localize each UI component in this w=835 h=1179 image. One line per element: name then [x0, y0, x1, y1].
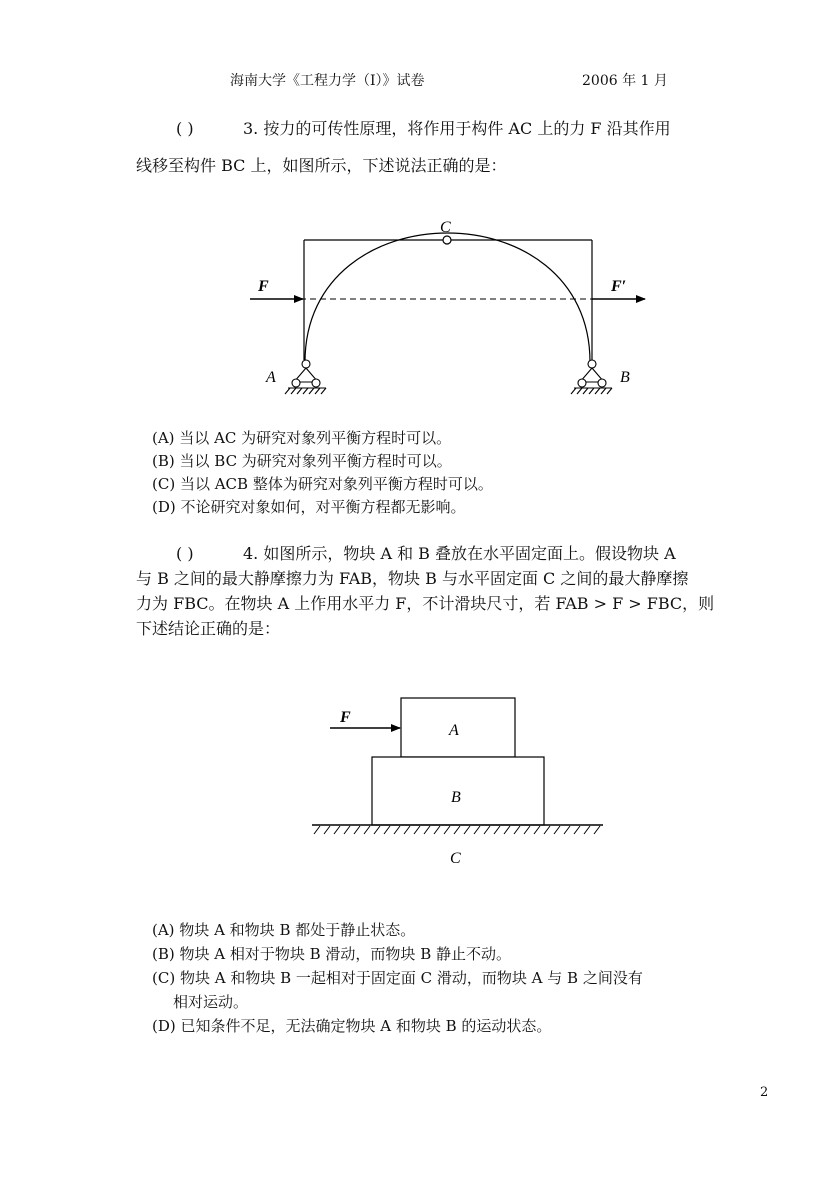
q4-label-c: C: [450, 850, 461, 867]
q4-option-c[interactable]: (C) 物块 A 和物块 B 一起相对于固定面 C 滑动，而物块 A 与 B 之间没有: [152, 969, 643, 987]
q3-label-b: B: [620, 369, 630, 386]
q3-label-f: F: [258, 278, 269, 295]
q3-label-c: C: [440, 219, 451, 236]
q4-answer-blank[interactable]: ( ): [176, 544, 194, 563]
q4-ground-hatch: [314, 826, 600, 834]
q4-option-a[interactable]: (A) 物块 A 和物块 B 都处于静止状态。: [152, 921, 416, 939]
q4-text-line1: 4. 如图所示，物块 A 和 B 叠放在水平固定面上。假设物块 A: [243, 544, 676, 563]
q3-option-a[interactable]: (A) 当以 AC 为研究对象列平衡方程时可以。: [152, 429, 452, 447]
q4-option-b[interactable]: (B) 物块 A 相对于物块 B 滑动，而物块 B 静止不动。: [152, 945, 511, 963]
q4-text-line3: 力为 FBC。在物块 A 上作用水平力 F，不计滑块尺寸，若 FAB > F > FBC，则: [136, 594, 715, 613]
q4-label-b: B: [451, 789, 461, 806]
q4-label-a: A: [449, 722, 459, 739]
q3-label-a: A: [266, 369, 276, 386]
q4-text-line2: 与 B 之间的最大静摩擦力为 FAB，物块 B 与水平固定面 C 之间的最大静摩擦: [136, 569, 689, 588]
exam-date: 2006 年 1 月: [582, 73, 668, 89]
q3-text-line2: 线移至构件 BC 上，如图所示，下述说法正确的是：: [136, 156, 507, 175]
q3-option-b[interactable]: (B) 当以 BC 为研究对象列平衡方程时可以。: [152, 452, 452, 470]
q4-text-line4: 下述结论正确的是：: [136, 619, 281, 638]
q3-text-line1: 3. 按力的可传性原理，将作用于构件 AC 上的力 F 沿其作用: [243, 119, 671, 138]
q4-option-d[interactable]: (D) 已知条件不足，无法确定物块 A 和物块 B 的运动状态。: [152, 1017, 552, 1035]
q4-label-f: F: [340, 709, 351, 726]
q4-option-c-cont: 相对运动。: [173, 993, 249, 1011]
exam-title: 海南大学《工程力学（I）》试卷: [230, 73, 425, 89]
page-number: 2: [760, 1085, 769, 1100]
q3-label-f-prime: F′: [611, 278, 627, 295]
q3-answer-blank[interactable]: ( ): [176, 119, 194, 138]
q3-option-d[interactable]: (D) 不论研究对象如何，对平衡方程都无影响。: [152, 498, 466, 516]
q3-option-c[interactable]: (C) 当以 ACB 整体为研究对象列平衡方程时可以。: [152, 475, 493, 493]
